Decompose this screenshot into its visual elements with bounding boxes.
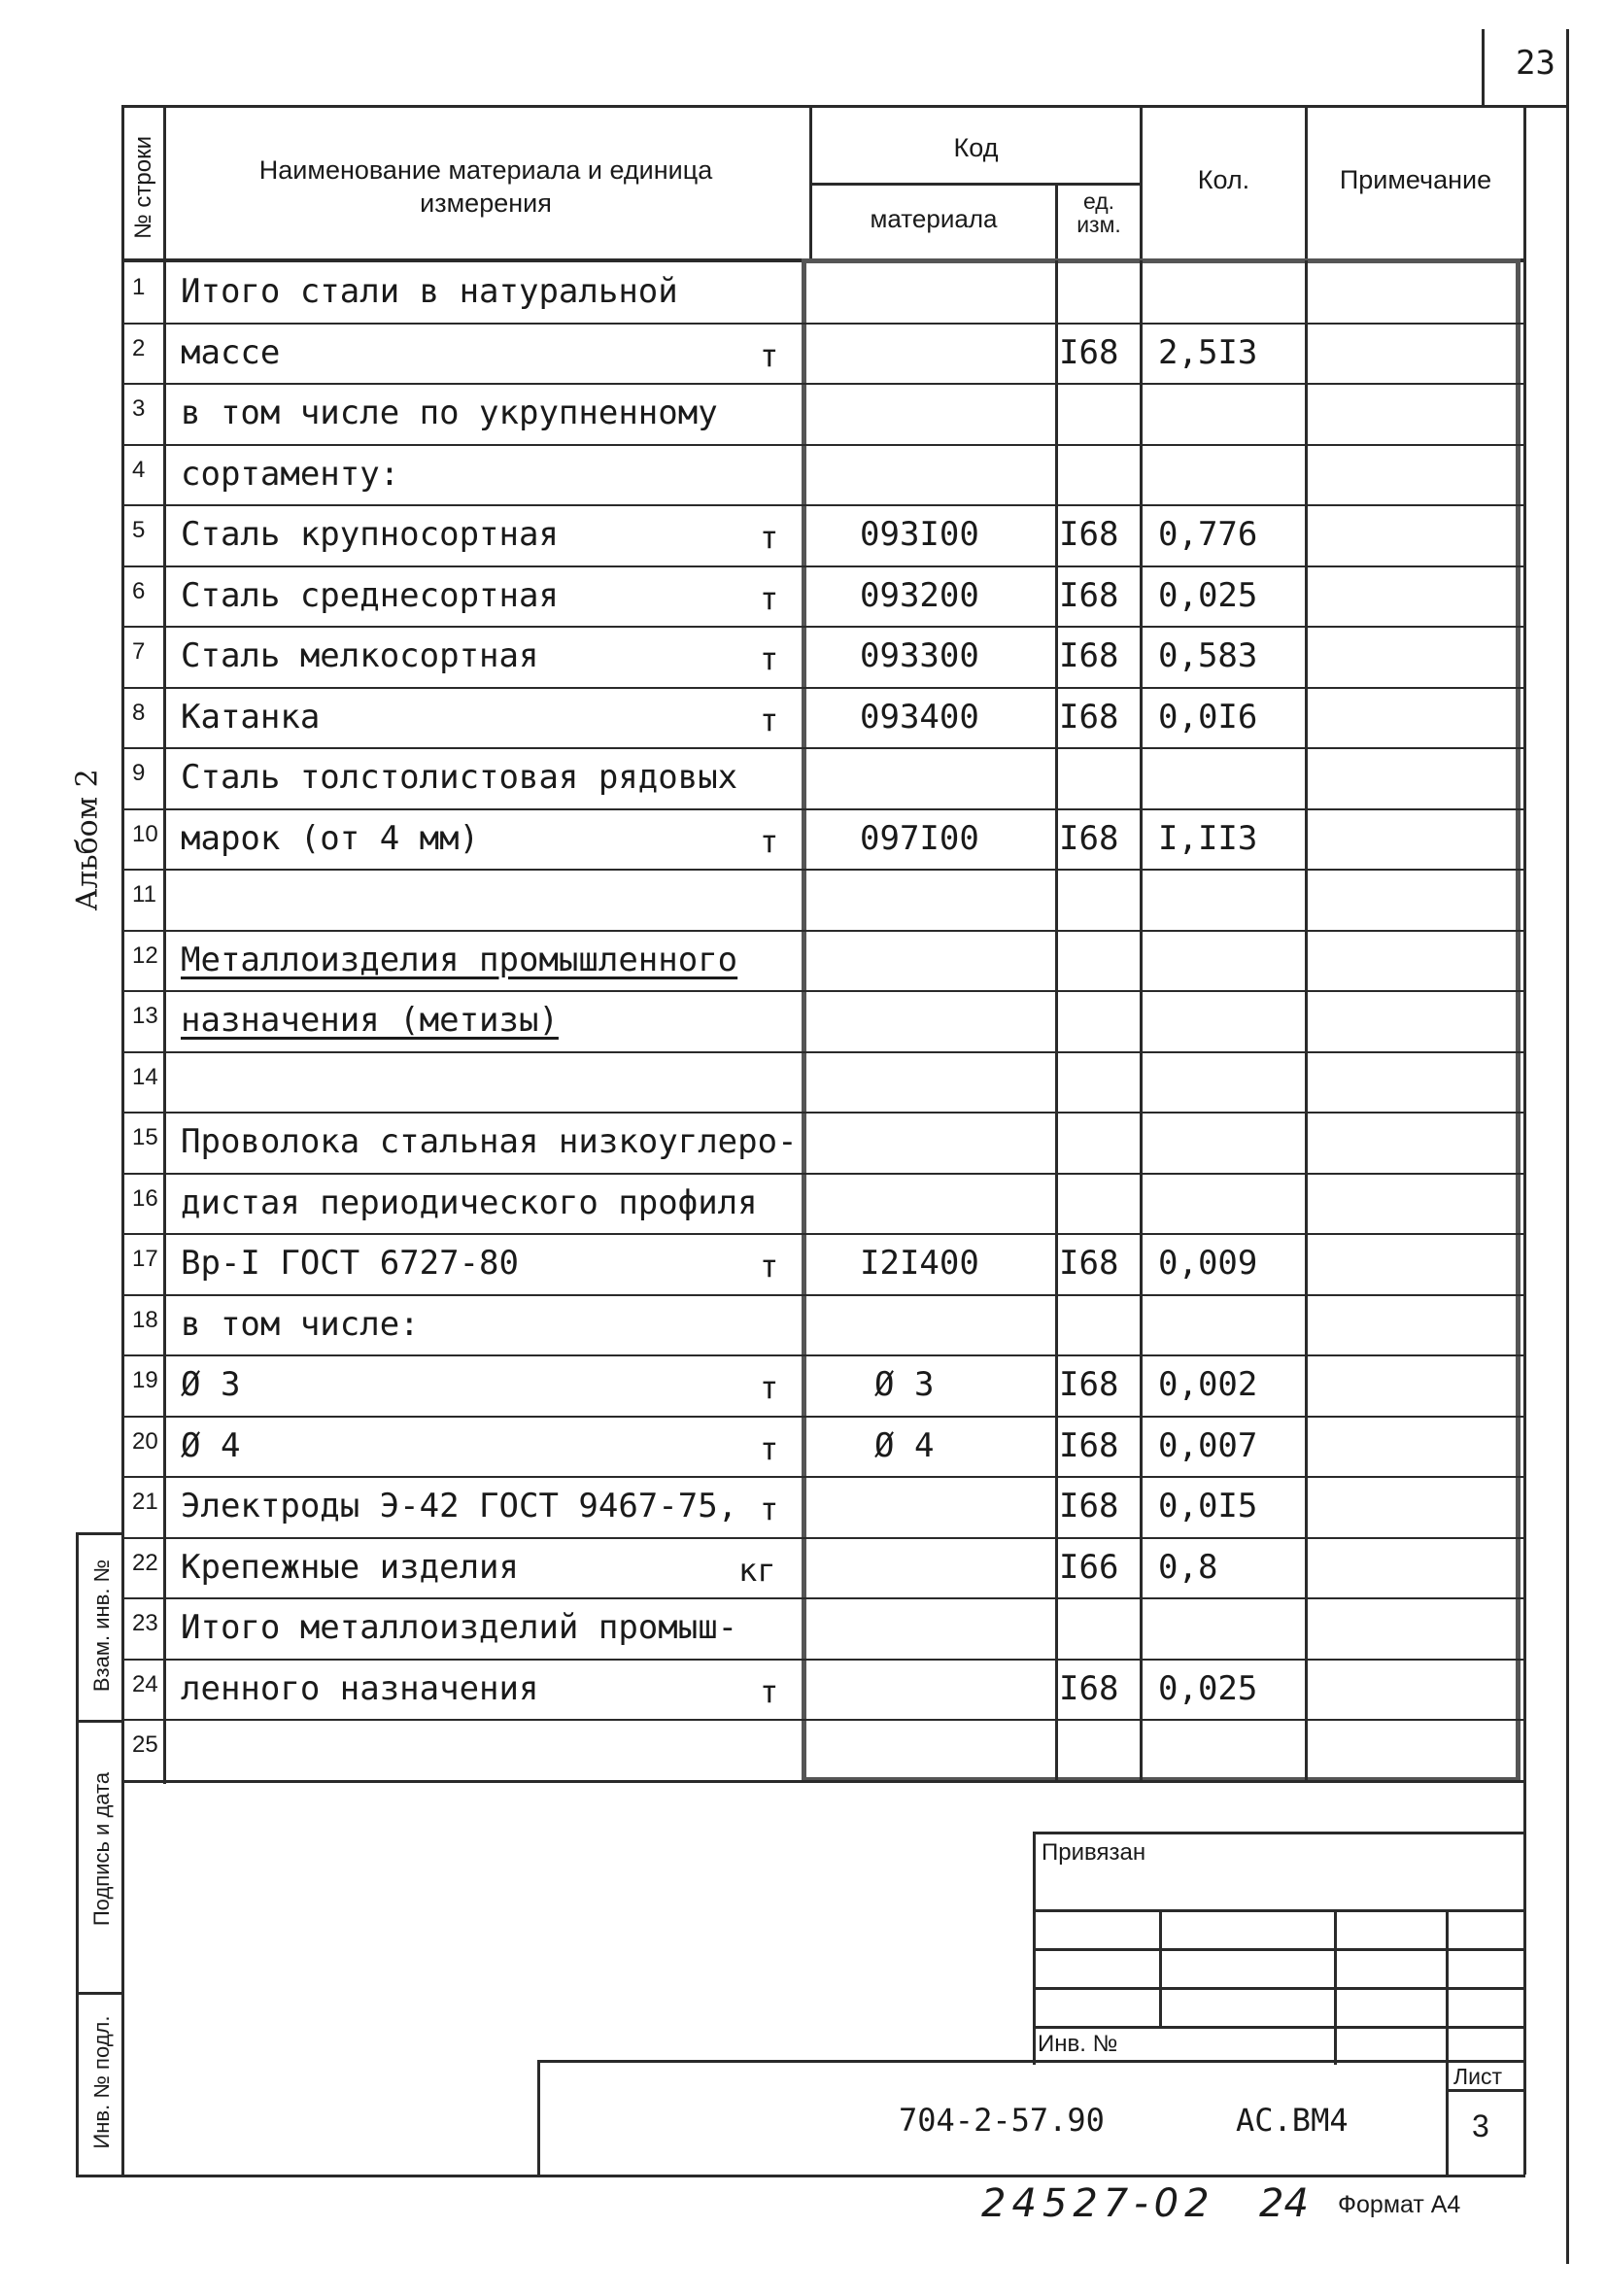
row-qty: 0,025: [1158, 575, 1258, 615]
album-label: Альбом 2: [70, 769, 105, 911]
row-code: 093200: [860, 575, 979, 615]
row-unit: т: [760, 822, 779, 860]
row-unit-code: I68: [1059, 1244, 1119, 1283]
row-code: I2I400: [860, 1244, 979, 1283]
row-number: 3: [132, 395, 146, 422]
row-name: сортаменту:: [181, 454, 400, 494]
header-name: Наименование материала и единица измерения: [258, 155, 713, 218]
row-code: 093400: [860, 697, 979, 737]
row-number: 16: [132, 1184, 158, 1212]
row-number: 4: [132, 456, 146, 483]
row-number: 18: [132, 1306, 158, 1333]
row-number: 2: [132, 334, 146, 361]
row-unit: т: [760, 579, 779, 617]
row-name: Ø 3: [181, 1365, 241, 1404]
row-number: 25: [132, 1731, 158, 1758]
frame-right: [1523, 105, 1526, 2175]
row-name: дистая периодического профиля: [181, 1182, 758, 1222]
row-unit: кг: [738, 1551, 776, 1589]
row-number: 6: [132, 577, 146, 604]
row-qty: 0,007: [1158, 1425, 1258, 1465]
row-qty: 0,009: [1158, 1244, 1258, 1283]
row-number: 10: [132, 820, 158, 847]
row-name: марок (от 4 мм): [181, 818, 480, 858]
row-name: ленного назначения: [181, 1668, 539, 1708]
row-unit-code: I68: [1059, 332, 1119, 372]
row-name: Сталь среднесортная: [181, 575, 559, 615]
row-number: 22: [132, 1549, 158, 1576]
row-name: Сталь крупносортная: [181, 515, 559, 554]
row-code: 093I00: [860, 515, 979, 554]
row-name: массе: [181, 332, 281, 372]
row-qty: 0,8: [1158, 1547, 1218, 1587]
format-label: Формат А4: [1338, 2191, 1461, 2218]
row-unit: т: [760, 1429, 779, 1467]
row-unit: т: [760, 519, 779, 556]
row-number: 13: [132, 1003, 158, 1029]
row-number: 20: [132, 1427, 158, 1455]
row-unit-code: I66: [1059, 1547, 1119, 1587]
row-number: 14: [132, 1063, 158, 1090]
row-qty: 0,0I6: [1158, 697, 1258, 737]
row-unit-code: I68: [1059, 1365, 1119, 1404]
privyazan-label: Привязан: [1042, 1839, 1146, 1866]
document-mark: АС.ВМ4: [1236, 2102, 1349, 2139]
row-name: Крепежные изделия: [181, 1547, 519, 1587]
row-unit: т: [760, 1672, 779, 1710]
row-name: Катанка: [181, 697, 321, 737]
row-name: назначения (метизы): [181, 1001, 559, 1040]
row-unit: т: [760, 1491, 779, 1527]
row-name: Ø 4: [181, 1425, 241, 1465]
sheet-number: 3: [1472, 2108, 1489, 2143]
row-number: 7: [132, 638, 146, 665]
handwritten-number: 24527-02: [981, 2181, 1215, 2226]
inv-podl-label: Инв. № подл.: [89, 2015, 114, 2149]
row-number: 9: [132, 760, 146, 786]
row-code: Ø 4: [874, 1425, 935, 1465]
row-number: 19: [132, 1367, 158, 1393]
sheet-label: Лист: [1453, 2064, 1502, 2089]
row-name: Проволока стальная низкоуглеро-: [181, 1122, 798, 1161]
row-qty: 0,776: [1158, 515, 1258, 554]
row-qty: 0,025: [1158, 1668, 1258, 1708]
row-name: в том числе по укрупненному: [181, 394, 718, 432]
row-qty: 0,583: [1158, 636, 1258, 675]
header-qty: Кол.: [1197, 165, 1250, 194]
row-unit: т: [760, 1248, 779, 1285]
row-qty: 0,0I5: [1158, 1487, 1258, 1525]
row-unit-code: I68: [1059, 636, 1119, 675]
inv-no-label: Инв. №: [1038, 2031, 1118, 2057]
row-code: 093300: [860, 636, 979, 675]
frame-left: [121, 105, 124, 2175]
row-name: в том числе:: [181, 1304, 420, 1344]
header-unit: ед. изм.: [1076, 188, 1121, 237]
row-number: 23: [132, 1610, 158, 1636]
row-unit: т: [760, 1369, 779, 1406]
row-number: 24: [132, 1670, 158, 1697]
vzam-inv-label: Взам. инв. №: [89, 1559, 114, 1693]
row-name: Вр-I ГОСТ 6727-80: [181, 1244, 519, 1283]
row-number: 11: [132, 881, 156, 908]
row-number: 21: [132, 1489, 158, 1515]
document-code: 704-2-57.90: [899, 2102, 1105, 2139]
header-code: Код: [953, 133, 999, 162]
header-material: материала: [870, 204, 998, 233]
row-code: Ø 3: [874, 1365, 935, 1404]
row-number: 1: [132, 274, 146, 300]
header-note: Примечание: [1339, 165, 1492, 194]
row-unit-code: I68: [1059, 1668, 1119, 1708]
row-name: Итого стали в натуральной: [181, 272, 678, 311]
row-qty: 2,5I3: [1158, 332, 1258, 372]
header-row-number: № строки: [130, 135, 156, 239]
row-unit-code: I68: [1059, 575, 1119, 615]
row-name: Металлоизделия промышленного: [181, 940, 738, 979]
row-unit-code: I68: [1059, 697, 1119, 737]
handwritten-page: 24: [1259, 2181, 1309, 2226]
row-code: 097I00: [860, 818, 979, 858]
row-unit-code: I68: [1059, 1487, 1119, 1525]
row-name: Сталь мелкосортная: [181, 636, 539, 675]
signature-date-label: Подпись и дата: [89, 1771, 114, 1927]
row-qty: 0,002: [1158, 1365, 1258, 1404]
frame-bottom: [76, 2175, 1525, 2177]
frame-right-outer: [1566, 29, 1569, 2264]
row-unit: т: [760, 336, 779, 374]
row-qty: I,II3: [1158, 818, 1258, 858]
row-name: Электроды Э-42 ГОСТ 9467-75,: [181, 1487, 738, 1525]
page-number: 23: [1516, 44, 1555, 83]
row-number: 8: [132, 699, 146, 726]
row-unit-code: I68: [1059, 1425, 1119, 1465]
row-unit: т: [760, 640, 779, 677]
row-unit: т: [760, 701, 779, 738]
row-number: 5: [132, 517, 146, 543]
row-name: Итого металлоизделий промыш-: [181, 1608, 738, 1647]
row-unit-code: I68: [1059, 818, 1119, 858]
row-unit-code: I68: [1059, 515, 1119, 554]
row-number: 17: [132, 1246, 158, 1272]
row-name: Сталь толстолистовая рядовых: [181, 758, 738, 797]
row-number: 15: [132, 1124, 158, 1150]
row-number: 12: [132, 942, 158, 969]
